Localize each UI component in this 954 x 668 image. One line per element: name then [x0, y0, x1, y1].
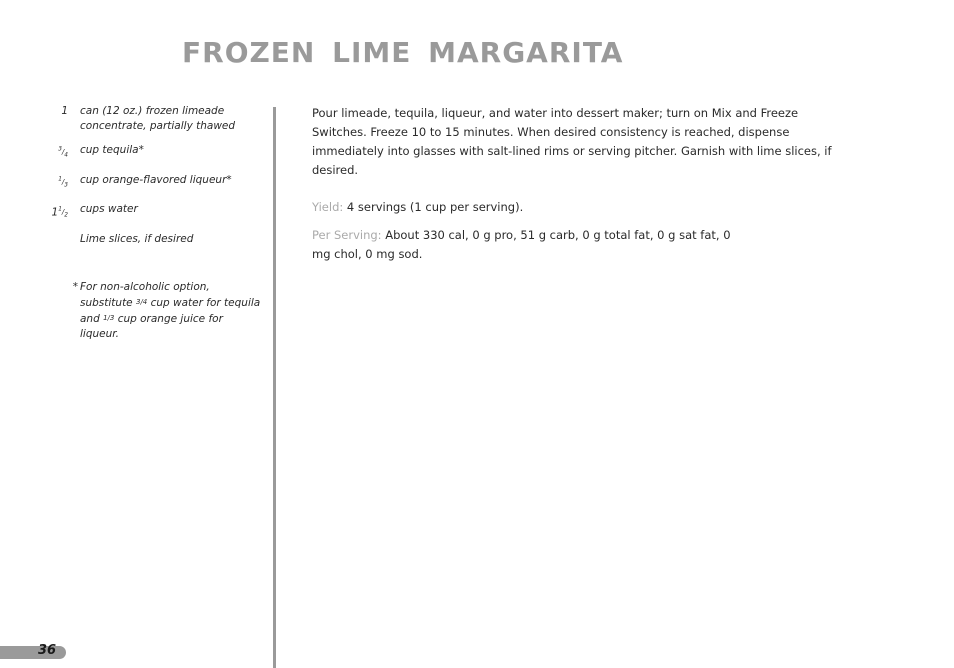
ingredient-list: [40, 104, 265, 342]
yield-label: Yield:: [312, 200, 344, 214]
page-number-tab: [0, 646, 66, 659]
ingredient-quantity: $^1/_3$: [58, 176, 68, 189]
per-serving-label: Per Serving:: [312, 228, 382, 242]
ingredient-item: [40, 232, 265, 247]
recipe-title: FROZEN LIME MARGARITA: [182, 36, 624, 69]
ingredient-quantity: $^3/_4$: [58, 147, 68, 159]
recipe-directions: Pour limeade, tequila, liqueur, and water into dessert maker; turn on Mix and Freeze Switches. Freeze 10 to 15 minutes. When desired consistency is reached, dispense immediately into glasses with salt-lined rims or serving pitcher. Garnish with lime slices, if desired.: [312, 106, 832, 177]
column-divider: [273, 107, 276, 668]
nutrition-info: [312, 226, 752, 264]
ingredient-item: [40, 202, 265, 223]
ingredient-item: [40, 143, 265, 164]
ingredient-quantity: [40, 232, 80, 247]
footnote-mark: *: [72, 281, 78, 294]
ingredient-item: [40, 104, 265, 134]
ingredient-item: [40, 173, 265, 194]
ingredient-quantity: 1: [61, 105, 68, 117]
ingredient-description: cup tequila*: [80, 144, 144, 156]
ingredient-description: Lime slices, if desired: [80, 233, 194, 246]
footnote-text: For non-alcoholic option, substitute 3/4 cup water for tequila and 1/3 cup orange juice for liqueur.: [80, 281, 261, 341]
ingredient-description: can (12 oz.) frozen limeade concentrate, partially thawed: [80, 105, 236, 132]
per-serving-value: About 330 cal, 0 g pro, 51 g carb, 0 g total fat, 0 g sat fat, 0 mg chol, 0 mg sod.: [312, 228, 731, 261]
footnote: [40, 280, 265, 342]
page-number: 36: [38, 643, 57, 658]
yield-value: 4 servings (1 cup per serving).: [346, 200, 524, 214]
recipe-yield: [312, 198, 852, 217]
ingredient-quantity: $1^1/_2$: [51, 206, 68, 219]
ingredient-description: cups water: [80, 203, 138, 216]
ingredient-description: cup orange-flavored liqueur*: [80, 173, 232, 186]
